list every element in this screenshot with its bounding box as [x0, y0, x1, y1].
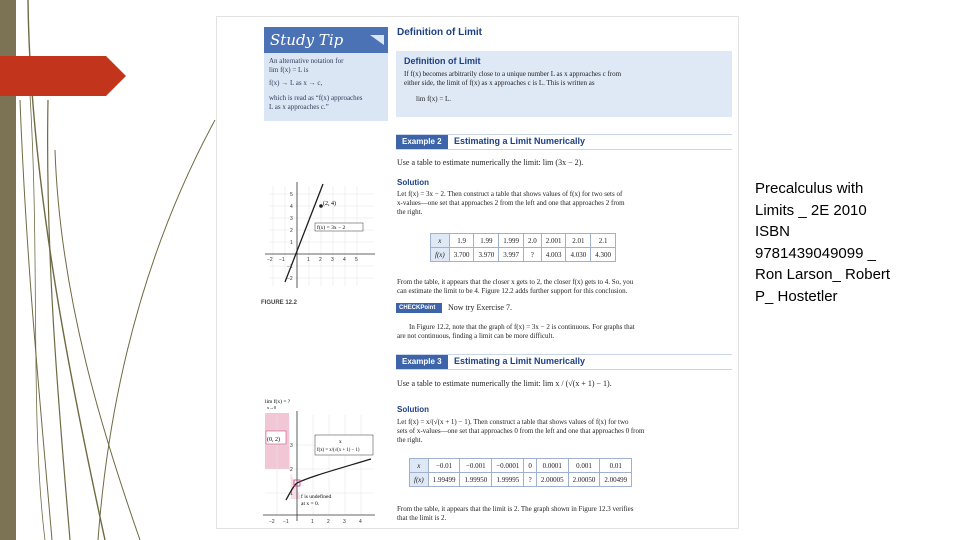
example-3-title: Estimating a Limit Numerically — [454, 356, 586, 366]
example-2-title: Estimating a Limit Numerically — [454, 136, 586, 146]
table-cell: f(x) — [410, 473, 429, 487]
table-cell: 1.999 — [499, 234, 524, 248]
table-cell: 2.0 — [523, 234, 541, 248]
table-cell: 2.001 — [541, 234, 566, 248]
definition-line: If f(x) becomes arbitrarily close to a unique number L as x approaches c from — [404, 70, 622, 78]
study-tip-header — [264, 27, 388, 53]
example-3-prompt: Use a table to estimate numerically the limit: lim x / (√(x + 1) − 1). — [397, 379, 612, 388]
x-tick-label: −2 — [269, 519, 275, 525]
example-2-table — [430, 233, 616, 262]
table-row — [410, 473, 632, 487]
example-3-table — [409, 458, 632, 487]
table-cell: 3.970 — [474, 248, 499, 262]
table-cell: 2.01 — [566, 234, 591, 248]
y-tick-label: −1 — [287, 264, 293, 270]
table-row — [431, 234, 616, 248]
study-tip-title: Study Tip — [270, 31, 344, 49]
example-3-after-line: that the limit is 2. — [397, 514, 447, 522]
checkpoint-bar — [396, 303, 732, 313]
definition-formula: lim f(x) = L. — [416, 95, 452, 103]
table-cell: 1.99 — [474, 234, 499, 248]
example-2-solution-line: Let f(x) = 3x − 2. Then construct a table that shows values of f(x) for two sets of — [397, 190, 623, 198]
example-2-label: Example 2 — [396, 135, 448, 149]
example-2-after-line: can estimate the limit to be 4. Figure 12.2 adds further support for this conclusion. — [397, 287, 628, 295]
graph-function-numerator: x — [339, 439, 342, 445]
table-cell: 3.997 — [499, 248, 524, 262]
definition-title: Definition of Limit — [404, 56, 481, 66]
graph-undefined-note: f is undefined — [301, 494, 332, 500]
x-tick-label: 5 — [355, 257, 358, 263]
x-tick-label: 4 — [359, 519, 362, 525]
table-cell: 0.01 — [600, 459, 632, 473]
graph-limit-label: lim f(x) = ? — [265, 399, 291, 405]
figure-12-3-graph — [261, 395, 377, 527]
x-tick-label: −1 — [283, 519, 289, 525]
caption-line: Ron Larson_ Robert — [755, 266, 891, 283]
y-tick-label: 1 — [290, 491, 293, 497]
table-cell: 4.003 — [541, 248, 566, 262]
example-3-solution-line: the right. — [397, 436, 423, 444]
slide-caption — [755, 178, 935, 307]
caption-line: P_ Hostetler — [755, 287, 838, 305]
textbook-page-image — [217, 17, 738, 528]
example-2-bar — [396, 134, 732, 150]
example-2-prompt: Use a table to estimate numerically the limit: lim (3x − 2). — [397, 158, 584, 167]
graph-undefined-note: at x = 0. — [301, 501, 320, 507]
section-title: Definition of Limit — [397, 27, 482, 38]
red-arrow-shape — [0, 56, 128, 98]
study-tip-line: lim f(x) = L is — [269, 66, 309, 74]
checkpoint-badge: CHECKPoint — [396, 303, 442, 313]
x-tick-label: −1 — [279, 257, 285, 263]
x-tick-label: 1 — [307, 257, 310, 263]
example-3-bar — [396, 354, 732, 370]
table-row — [431, 248, 616, 262]
caption-line: Limits _ 2E 2010 — [755, 201, 867, 219]
x-tick-label: −2 — [267, 257, 273, 263]
table-cell: 2.00499 — [600, 473, 632, 487]
graph-function-label: f(x) = 3x − 2 — [317, 225, 346, 231]
example-3-solution-line: Let f(x) = x/(√(x + 1) − 1). Then construct a table that shows values of f(x) for two — [397, 418, 629, 426]
example-3-label: Example 3 — [396, 355, 448, 369]
figure-12-2-caption: FIGURE 12.2 — [261, 300, 298, 306]
table-cell: 0 — [524, 459, 537, 473]
study-tip-line: which is read as “f(x) approaches — [269, 94, 363, 102]
table-cell: −0.0001 — [492, 459, 524, 473]
study-tip-line: An alternative notation for — [269, 57, 344, 65]
page-corner-icon — [370, 35, 384, 45]
table-cell: 2.1 — [591, 234, 616, 248]
definition-box — [396, 51, 732, 117]
table-cell: 1.9 — [449, 234, 474, 248]
graph-limit-subscript: x→0 — [267, 405, 276, 410]
graph-point-label: (2, 4) — [323, 201, 336, 207]
example-3-solution-line: sets of x-values—one set that approaches 0 from the left and one that approaches 0 from — [397, 427, 645, 435]
y-tick-label: 2 — [290, 467, 293, 473]
table-cell: ? — [523, 248, 541, 262]
caption-line: 9781439049099 _ — [755, 244, 876, 262]
definition-line: either side, the limit of f(x) as x approaches c is L. This is written as — [404, 79, 595, 87]
x-tick-label: 1 — [311, 519, 314, 525]
x-tick-label: 3 — [331, 257, 334, 263]
table-cell: 4.300 — [591, 248, 616, 262]
y-tick-label: 3 — [290, 443, 293, 449]
caption-line: Precalculus with — [755, 180, 864, 197]
table-cell: −0.001 — [460, 459, 492, 473]
example-3-after-line: From the table, it appears that the limit is 2. The graph shown in Figure 12.3 verifies — [397, 505, 634, 513]
table-cell: f(x) — [431, 248, 450, 262]
table-cell: 1.99499 — [428, 473, 460, 487]
note-line: In Figure 12.2, note that the graph of f(x) = 3x − 2 is continuous. For graphs that — [409, 323, 635, 331]
y-tick-label: 2 — [290, 228, 293, 234]
example-3-solution-label: Solution — [397, 405, 429, 414]
y-tick-label: 1 — [290, 240, 293, 246]
x-tick-label: 2 — [327, 519, 330, 525]
study-tip-line: L as x approaches c.” — [269, 103, 329, 111]
table-cell: 1.99995 — [492, 473, 524, 487]
table-cell: 2.00005 — [536, 473, 568, 487]
caption-line: ISBN — [755, 223, 791, 240]
x-tick-label: 2 — [319, 257, 322, 263]
graph-point-label: (0, 2) — [267, 437, 280, 443]
table-cell: x — [410, 459, 429, 473]
study-tip-line: f(x) → L as x → c, — [269, 79, 323, 87]
table-cell: 4.030 — [566, 248, 591, 262]
example-2-solution-line: x-values—one set that approaches 2 from the left and one that approaches 2 from — [397, 199, 625, 207]
example-2-solution-label: Solution — [397, 178, 429, 187]
table-cell: 0.001 — [568, 459, 600, 473]
example-2-solution-line: the right. — [397, 208, 423, 216]
y-tick-label: 3 — [290, 216, 293, 222]
y-tick-label: −2 — [287, 276, 293, 282]
table-row — [410, 459, 632, 473]
table-cell: −0.01 — [428, 459, 460, 473]
checkpoint-text: Now try Exercise 7. — [448, 303, 512, 312]
figure-12-2-graph — [261, 182, 377, 300]
table-cell: 0.0001 — [536, 459, 568, 473]
study-tip-box — [264, 27, 388, 121]
y-tick-label: 5 — [290, 192, 293, 198]
x-tick-label: 4 — [343, 257, 346, 263]
table-cell: x — [431, 234, 450, 248]
table-cell: 3.700 — [449, 248, 474, 262]
table-cell: 1.99950 — [460, 473, 492, 487]
table-cell: 2.00050 — [568, 473, 600, 487]
graph-function-label: f(x) = x/(√(x + 1) − 1) — [317, 448, 360, 453]
x-tick-label: 3 — [343, 519, 346, 525]
table-cell: ? — [524, 473, 537, 487]
note-line: are not continuous, finding a limit can be more difficult. — [397, 332, 555, 340]
y-tick-label: 4 — [290, 204, 293, 210]
example-2-after-line: From the table, it appears that the closer x gets to 2, the closer f(x) gets to 4. So, you — [397, 278, 634, 286]
